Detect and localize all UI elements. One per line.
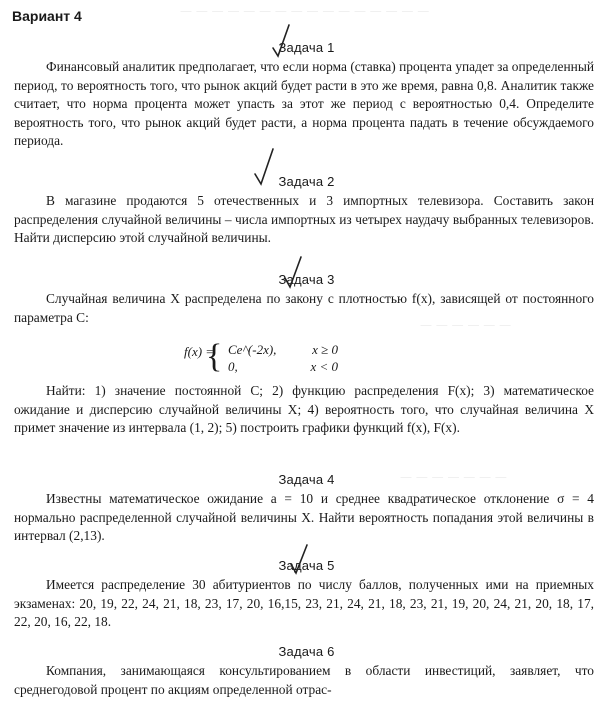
show-through-text: — — — — — — — xyxy=(400,470,507,484)
task-6-title: Задача 6 xyxy=(278,644,335,659)
formula-case-row xyxy=(228,342,338,359)
show-through-text: — — — — — — — — — — — — — — — — xyxy=(180,4,430,18)
checkmark-icon xyxy=(288,542,310,576)
checkmark-icon xyxy=(252,146,276,188)
task-3-text-b: Найти: 1) значение постоянной C; 2) функцию распределения F(x); 3) математическое ожидание и дисперсию случайной величины X; 4) вероятность того, что случайная величина X примет значение из интервала (1, 2); 5) построить графики функций f(x), F(x). xyxy=(14,383,594,436)
formula-case-expr: 0, xyxy=(228,359,238,374)
task-6-text: Компания, занимающаяся консультированием в области инвестиций, заявляет, что среднегодовой процент по акциям определенной отрас- xyxy=(14,663,594,697)
checkmark-icon xyxy=(270,22,292,60)
task-3-title: Задача 3 xyxy=(278,272,335,287)
variant-heading: Вариант 4 xyxy=(12,8,82,24)
formula-case-expr: Ce^(-2x), xyxy=(228,342,277,357)
task-2-text: В магазине продаются 5 отечественных и 3 импортных телевизора. Составить закон распределения случайной величины – числа импортных из четырех наудачу выбранных телевизоров. Найти дисперсию этой случайной величины. xyxy=(14,193,594,246)
formula-case-cond: x ≥ 0 xyxy=(312,342,338,357)
formula-case-cond: x < 0 xyxy=(310,359,338,374)
formula-brace: { xyxy=(206,338,223,375)
task-3-text-a: Случайная величина X распределена по закону с плотностью f(x), зависящей от постоянного параметра C: xyxy=(14,291,594,325)
density-formula xyxy=(184,338,338,375)
show-through-text: — — — — — — xyxy=(420,318,512,332)
checkmark-icon xyxy=(282,254,304,290)
task-2-title: Задача 2 xyxy=(278,174,335,189)
task-4-text: Известны математическое ожидание a = 10 и среднее квадратическое отклонение σ = 4 нормально распределенной случайной величины X. Найти вероятность попадания этой величины в интервал (2,13). xyxy=(14,491,594,544)
task-4-title: Задача 4 xyxy=(278,472,335,487)
task-1-text: Финансовый аналитик предполагает, что если норма (ставка) процента упадет за определенный период, то вероятность того, что рынок акций будет расти в это же время, равна 0,8. Аналитик также считает, что норма процента может упасть за этот же период с вероятностью 0,4. Определите вероятность того, что рынок акций будет расти, а норма процента падать в течение обсуждаемого периода. xyxy=(14,59,594,149)
task-1-title: Задача 1 xyxy=(278,40,335,55)
formula-lhs: f(x) = xyxy=(184,344,215,359)
task-5-text: Имеется распределение 30 абитуриентов по числу баллов, полученных ими на приемных экзаменах: 20, 19, 22, 24, 21, 18, 23, 17, 20, 16,15, 23, 21, 24, 21, 18, 23, 21, 19, 20, 24, 21, 20, 18, 17, 22, 20, 16, 22, 18. xyxy=(14,577,594,630)
formula-case-row xyxy=(228,359,338,376)
formula-cases xyxy=(228,342,338,376)
task-5-title: Задача 5 xyxy=(278,558,335,573)
